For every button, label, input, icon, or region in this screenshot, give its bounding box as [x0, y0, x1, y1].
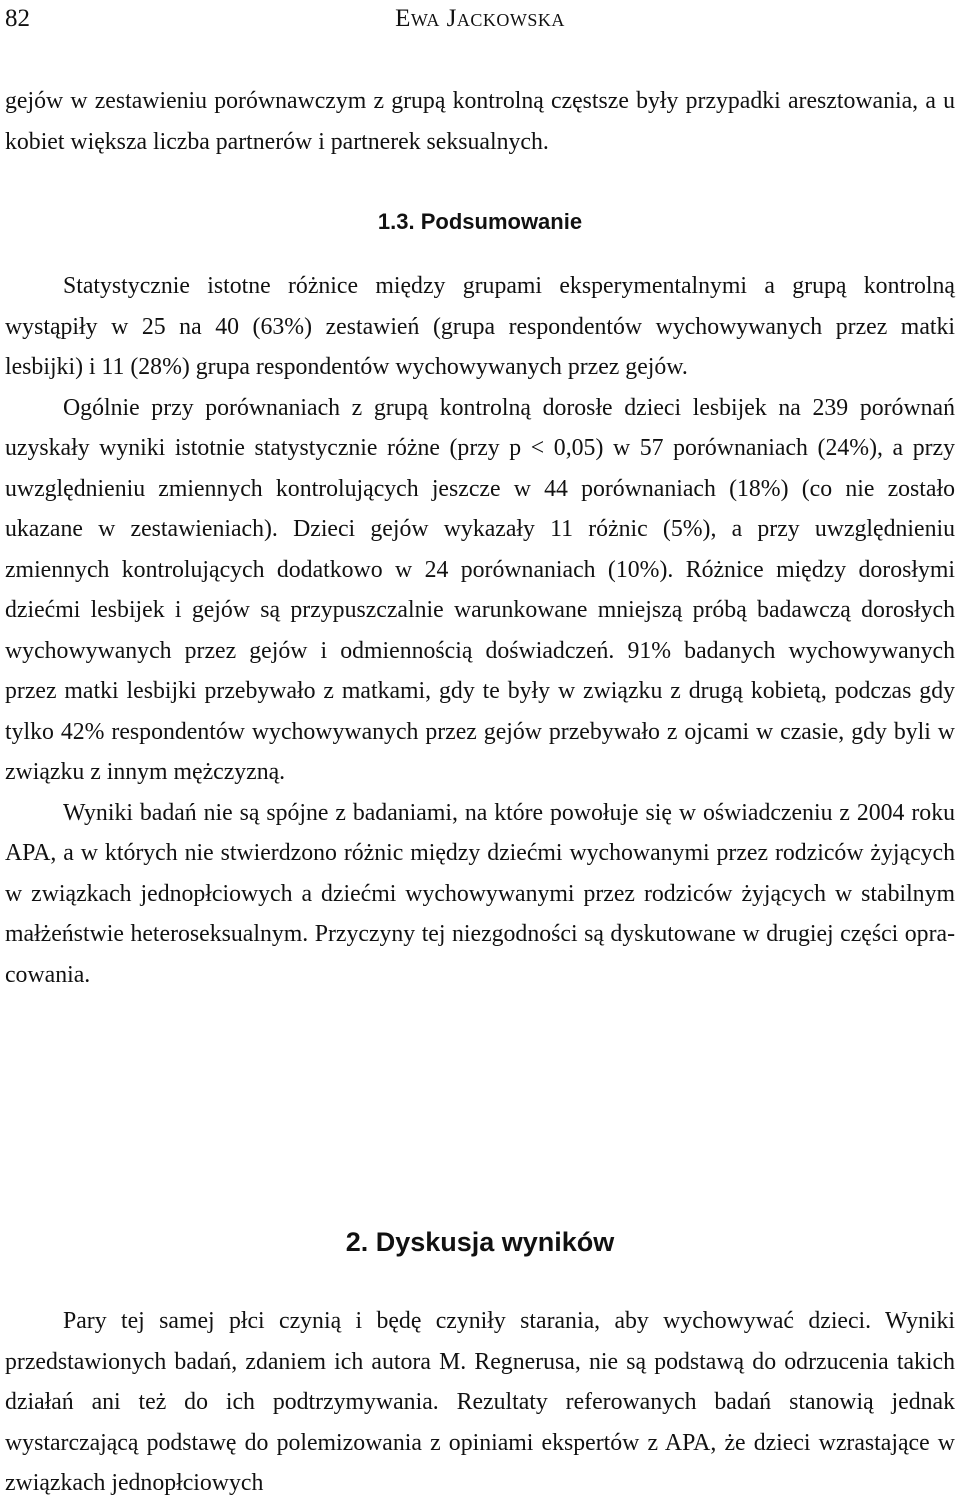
continuation-paragraph-block [5, 81, 955, 162]
page-number: 82 [5, 5, 30, 32]
summary-section-body [5, 266, 955, 995]
discussion-section-body [5, 1301, 955, 1504]
summary-paragraph-2: Ogólnie przy porównaniach z grupą kontrolną dorosłe dzieci lesbijek na 239 porównań uzyskały wyniki istotnie statystycznie różne (przy p < 0,05) w 57 porównaniach (24%), a przy uwzględnieniu zmiennych kontrolujących jeszcze w 44 porównaniach (18%) (co nie zostało ukazane w zestawieniach). Dzieci gejów wykazały 11 różnic (5%), a przy uwzględnieniu zmiennych kontrolujących dodatkowo w 24 porównaniach (10%). Różnice między dorosłymi dziećmi lesbijek i gejów są przypuszczalnie warunkowane mniejszą próbą badawczą dorosłych wychowywanych przez gejów i odmiennością doświadczeń. 91% badanych wychowywanych przez matki lesbijki przebywało z matkami, gdy te były w związku z drugą kobietą, podczas gdy tylko 42% respondentów wychowywanych przez gejów przebywało z ojcami w czasie, gdy byli w związku z innym mężczyzną. [5, 394, 955, 785]
continuation-paragraph: gejów w zestawieniu porównawczym z grupą kontrolną częstsze były przypadki aresztowania, a u kobiet większa liczba partnerów i partnerek seksualnych. [5, 88, 955, 155]
section-heading-discussion: 2. Dyskusja wyników [345, 1227, 615, 1257]
running-title: Ewa Jackowska [395, 5, 565, 32]
running-header [5, 0, 955, 38]
discussion-paragraph-1: Pary tej samej płci czynią i będę czyniły starania, aby wychowywać dzieci. Wyniki przedstawionych badań, zdaniem ich autora M. Regnerusa, nie są podstawą do odrzucenia takich działań ani też do ich podtrzymywania. Rezultaty referowanych badań stanowią jednak wystarczającą podstawę do polemizowania z opiniami ekspertów z APA, że dzieci wzrastające w związkach jednopłciowych [5, 1308, 955, 1496]
section-heading-summary: 1.3. Podsumowanie [377, 209, 583, 234]
summary-paragraph-1: Statystycznie istotne różnice między grupami eksperymentalnymi a grupą kontrolną wystąpiły w 25 na 40 (63%) zestawień (grupa respondentów wychowywanych przez matki lesbijki) i 11 (28%) grupa respondentów wychowywanych przez gejów. [5, 273, 955, 380]
summary-paragraph-3: Wyniki badań nie są spójne z badaniami, na które powołuje się w oświadczeniu z 2004 roku APA, a w których nie stwierdzono różnic między dziećmi wychowanymi przez rodziców żyjących w związkach jednopłciowych a dziećmi wychowywanymi przez rodziców żyjących w stabilnym małżeństwie heteroseksualnym. Przyczyny tej niezgodności są dyskutowane w drugiej części opracowania. [5, 799, 955, 988]
